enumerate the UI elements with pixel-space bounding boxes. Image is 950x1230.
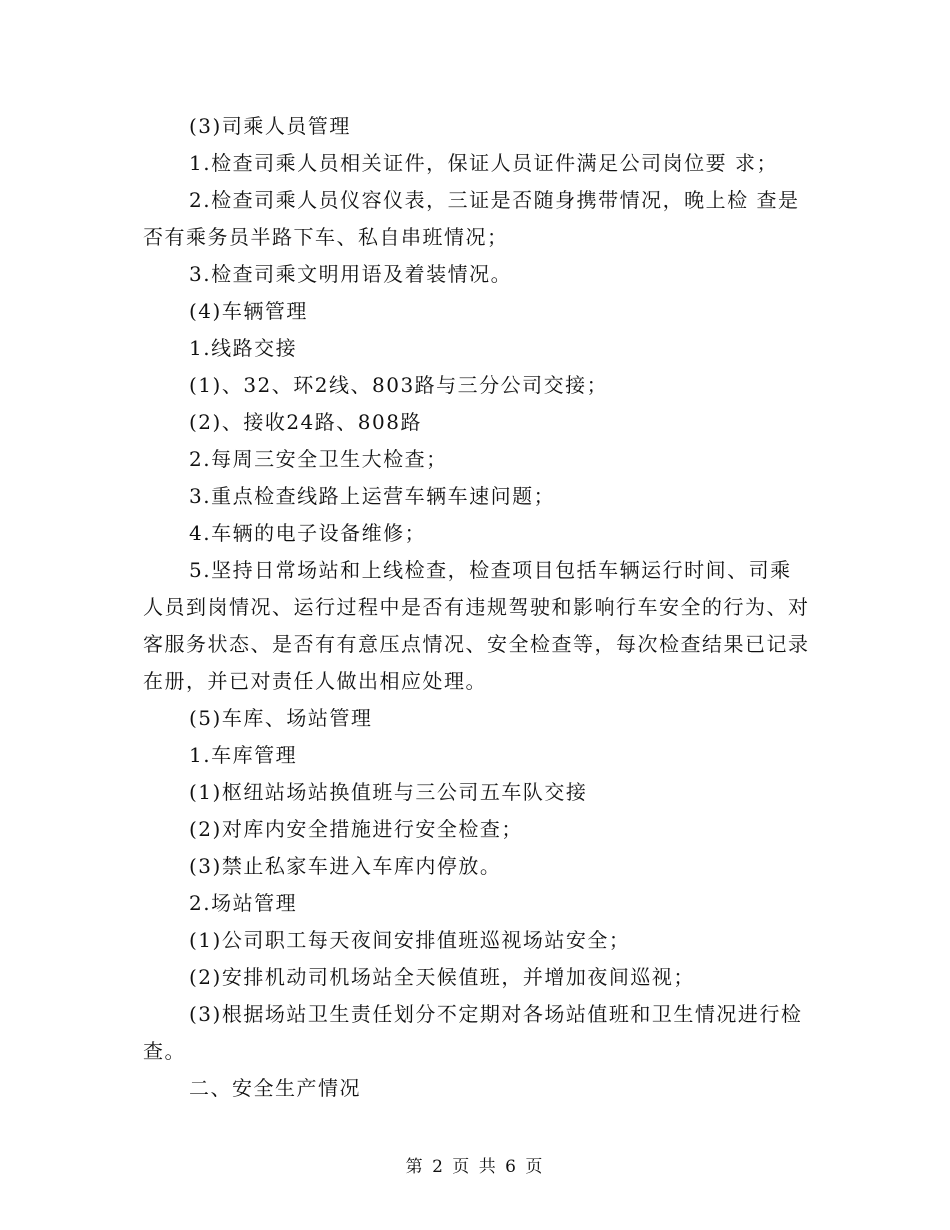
paragraph: (3)根据场站卫生责任划分不定期对各场站值班和卫生情况进行检查。 — [143, 1002, 803, 1063]
paragraph: (2)对库内安全措施进行安全检查； — [189, 817, 523, 841]
paragraph: 1.线路交接 — [189, 336, 298, 360]
paragraph: 2.场站管理 — [189, 891, 298, 915]
paragraph: (1)、32、环2线、803路与三分公司交接； — [189, 373, 609, 397]
paragraph: (2)安排机动司机场站全天候值班，并增加夜间巡视； — [189, 965, 695, 989]
paragraph: (1)公司职工每天夜间安排值班巡视场站安全； — [189, 928, 631, 952]
paragraph: 二、安全生产情况 — [189, 1076, 361, 1100]
paragraph: (5)车库、场站管理 — [189, 706, 373, 730]
paragraph: (4)车辆管理 — [189, 299, 308, 323]
paragraph: (3)禁止私家车进入车库内停放。 — [189, 854, 502, 878]
paragraph: 2.检查司乘人员仪容仪表，三证是否随身携带情况，晚上检 查是否有乘务员半路下车、私自串班情况； — [143, 188, 800, 249]
paragraph: 5.坚持日常场站和上线检查，检查项目包括车辆运行时间、司乘人员到岗情况、运行过程中是否有违规驾驶和影响行车安全的行为、对客服务状态、是否有有意压点情况、安全检查等，每次检查结果已记录在册，并已对责任人做出相应处理。 — [143, 558, 810, 693]
document-body — [143, 108, 811, 1107]
page-number-footer: 第 2 页 共 6 页 — [405, 1157, 545, 1177]
paragraph: 4.车辆的电子设备维修； — [189, 521, 427, 545]
paragraph: 2.每周三安全卫生大检查； — [189, 447, 448, 471]
paragraph: 1.车库管理 — [189, 743, 298, 767]
paragraph: (1)枢纽站场站换值班与三公司五车队交接 — [189, 780, 588, 804]
paragraph: 3.重点检查线路上运营车辆车速问题； — [189, 484, 556, 508]
paragraph: 3.检查司乘文明用语及着装情况。 — [189, 262, 513, 286]
paragraph: 1.检查司乘人员相关证件，保证人员证件满足公司岗位要 求； — [189, 151, 778, 175]
paragraph: (2)、接收24路、808路 — [189, 410, 422, 434]
paragraph: (3)司乘人员管理 — [189, 114, 351, 138]
